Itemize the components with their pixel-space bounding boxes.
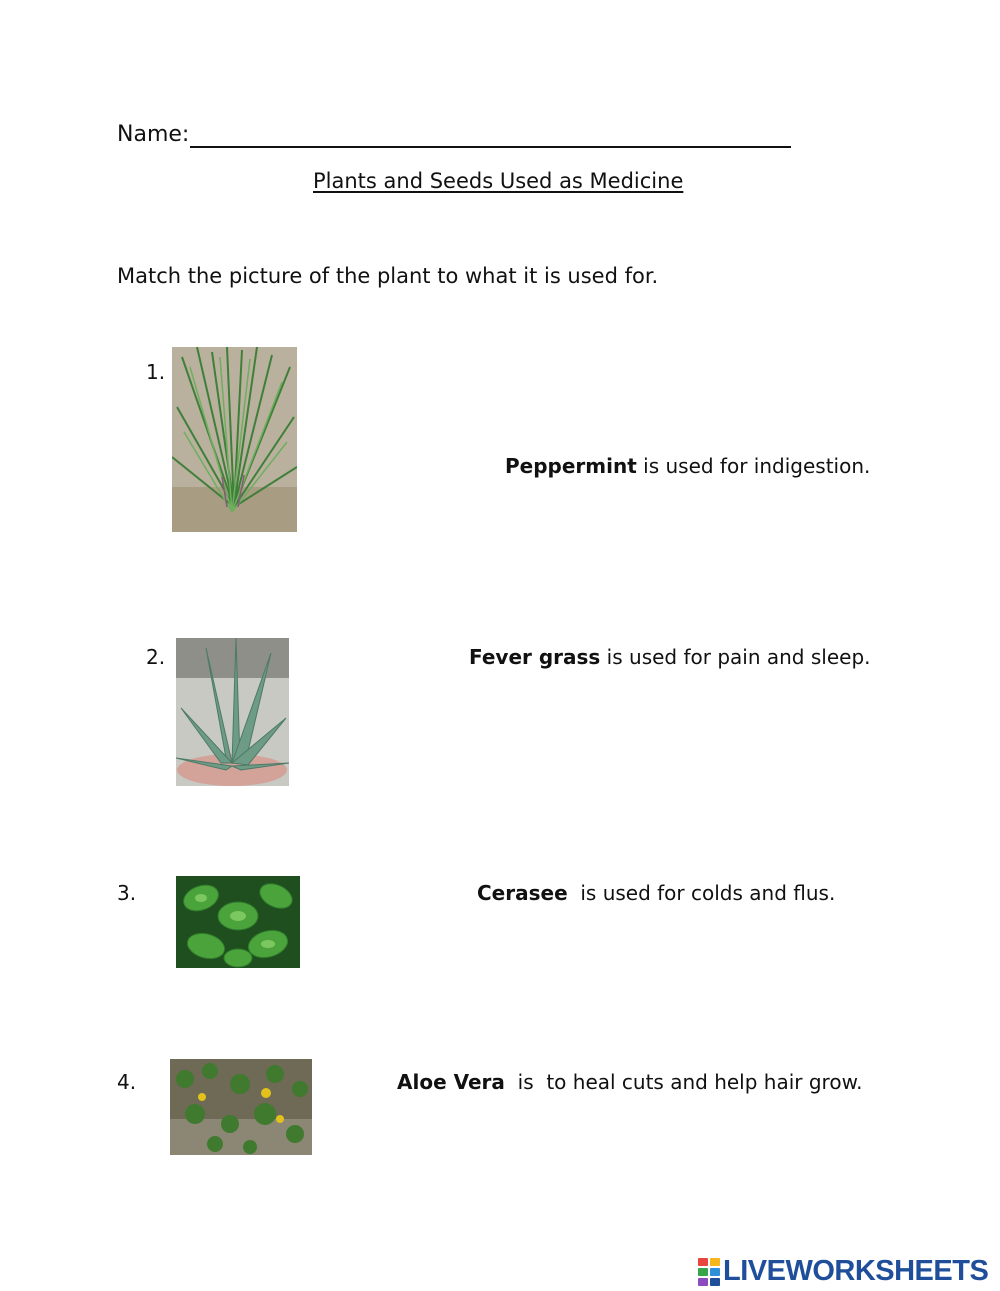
plant-use: is used for indigestion. xyxy=(636,454,871,478)
fever-grass-photo[interactable] xyxy=(172,347,297,532)
plant-name: Peppermint xyxy=(505,454,637,478)
item-number-3: 3. xyxy=(117,881,137,905)
plant-use: is to heal cuts and help hair grow. xyxy=(504,1070,863,1094)
name-answer-line[interactable] xyxy=(190,146,791,148)
instructions: Match the picture of the plant to what it is used for. xyxy=(117,264,659,288)
logo-mark-icon xyxy=(698,1258,720,1286)
plant-use: is used for colds and flus. xyxy=(567,881,836,905)
peppermint-photo[interactable] xyxy=(176,876,300,968)
description-fever-grass[interactable] xyxy=(469,645,871,669)
item-number-4: 4. xyxy=(117,1070,137,1094)
worksheet-title: Plants and Seeds Used as Medicine xyxy=(313,169,684,193)
description-aloe-vera[interactable] xyxy=(397,1070,862,1094)
description-cerasee[interactable] xyxy=(477,881,835,905)
plant-name: Aloe Vera xyxy=(397,1070,505,1094)
plant-name: Cerasee xyxy=(477,881,568,905)
plant-name: Fever grass xyxy=(469,645,601,669)
logo-text: LIVEWORKSHEETS xyxy=(723,1255,989,1287)
description-peppermint[interactable] xyxy=(505,454,870,478)
aloe-vera-photo[interactable] xyxy=(176,638,289,786)
liveworksheets-logo xyxy=(698,1255,988,1288)
item-number-2: 2. xyxy=(146,645,166,669)
plant-use: is used for pain and sleep. xyxy=(600,645,871,669)
name-label: Name: xyxy=(117,122,190,147)
item-number-1: 1. xyxy=(146,360,166,384)
cerasee-photo[interactable] xyxy=(170,1059,312,1155)
